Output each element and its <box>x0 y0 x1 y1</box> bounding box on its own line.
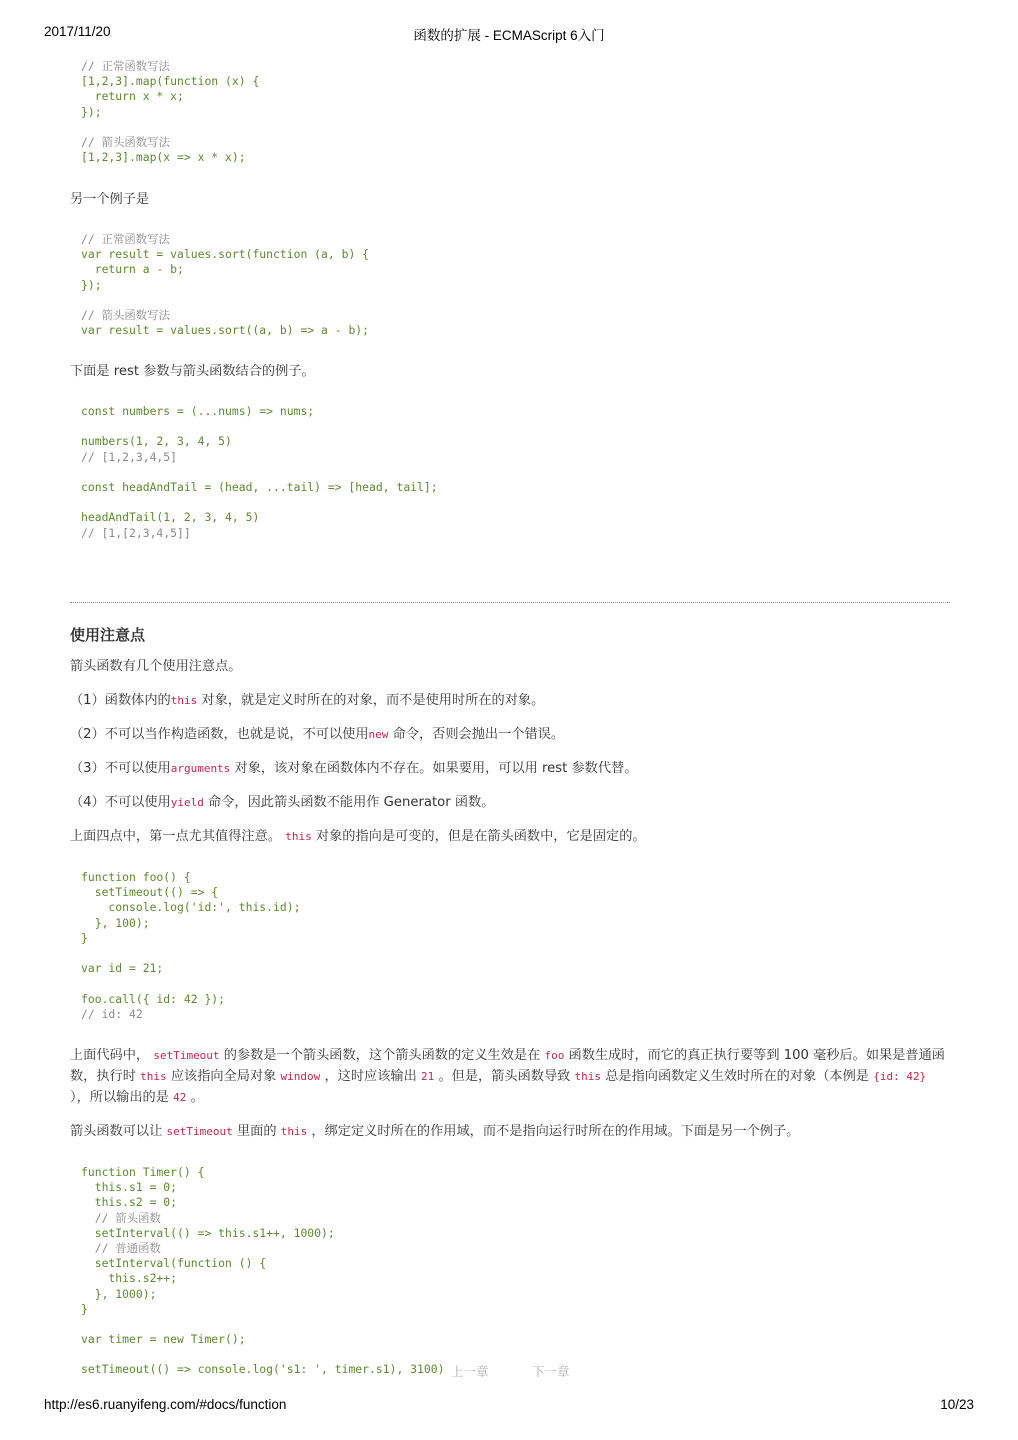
code-line: setInterval(() => this.s1++, 1000); <box>81 1225 335 1240</box>
code-line: this.s1 = 0; <box>81 1180 178 1195</box>
paragraph: （2）不可以当作构造函数，也就是说，不可以使用new 命令，否则会抛出一个错误。 <box>70 727 565 742</box>
paragraph: 箭头函数可以让 setTimeout 里面的 this ，绑定定义时所在的作用域，而不是指向运行时所在的作用域。下面是另一个例子。 <box>70 1124 800 1139</box>
section-divider <box>70 602 950 603</box>
code-line: headAndTail(1, 2, 3, 4, 5) <box>81 510 260 525</box>
code-line: foo.call({ id: 42 }); <box>81 991 226 1006</box>
code-line: // [1,[2,3,4,5]] <box>81 525 191 540</box>
code-line: } <box>81 1301 88 1316</box>
code-line: const numbers = (...nums) => nums; <box>81 404 315 418</box>
code-line: // 箭头函数写法 <box>81 307 170 322</box>
code-line: return a - b; <box>81 262 184 277</box>
code-line: }); <box>81 104 102 119</box>
code-line: this.s2 = 0; <box>81 1195 178 1210</box>
code-line: // id: 42 <box>81 1006 143 1021</box>
code-line <box>81 976 300 991</box>
code-line: // 箭头函数写法 <box>81 134 170 149</box>
code-line: function foo() { <box>81 870 191 884</box>
code-line <box>81 293 369 308</box>
code-line: }); <box>81 277 102 292</box>
code-line <box>81 419 438 434</box>
code-line: numbers(1, 2, 3, 4, 5) <box>81 434 232 449</box>
code-block <box>81 232 369 338</box>
paragraph: 箭头函数有几个使用注意点。 <box>70 659 242 674</box>
page-url: http://es6.ruanyifeng.com/#docs/function <box>44 1397 287 1412</box>
print-header <box>44 24 974 42</box>
section-heading: 使用注意点 <box>70 626 146 644</box>
code-line: const headAndTail = (head, ...tail) => [head, tail]; <box>81 479 438 494</box>
code-line: function Timer() { <box>81 1165 205 1179</box>
prev-chapter-link[interactable]: 上一章 <box>451 1364 489 1379</box>
code-line: setTimeout(() => console.log('s1: ', timer.s1), 3100) <box>81 1362 445 1377</box>
code-line <box>81 1347 444 1362</box>
code-line: }, 100); <box>81 915 150 930</box>
code-line <box>81 495 438 510</box>
code-line: // 箭头函数 <box>81 1210 161 1225</box>
paragraph: （3）不可以使用arguments 对象，该对象在函数体内不存在。如果要用，可以用 rest 参数代替。 <box>70 761 638 776</box>
code-line: var id = 21; <box>81 961 164 976</box>
code-line: // [1,2,3,4,5] <box>81 449 178 464</box>
code-line: this.s2++; <box>81 1271 178 1286</box>
code-block <box>81 1165 444 1378</box>
code-line: var timer = new Timer(); <box>81 1332 246 1347</box>
code-line: [1,2,3].map(function (x) { <box>81 74 260 89</box>
paragraph: 上面代码中， setTimeout 的参数是一个箭头函数，这个箭头函数的定义生效是在 foo 函数生成时，而它的真正执行要等到 100 毫秒后。如果是普通函数，执行时 this 应该指向全局对象 window ，这时应该输出 21 。但是，箭头函数导致 this 总是指向函数定义生效时所在的对象（本例是 {id: 42} ），所以输出的是 42 。 <box>70 1048 945 1105</box>
code-line <box>81 465 438 480</box>
paragraph: 上面四点中，第一点尤其值得注意。 this 对象的指向是可变的，但是在箭头函数中，它是固定的。 <box>70 829 646 844</box>
code-line: return x * x; <box>81 89 184 104</box>
code-line: setTimeout(() => { <box>81 885 219 900</box>
code-block <box>81 59 259 165</box>
code-line: } <box>81 930 88 945</box>
code-block <box>81 870 300 1022</box>
code-line <box>81 120 259 135</box>
print-footer <box>44 1397 974 1415</box>
next-chapter-link[interactable]: 下一章 <box>532 1364 570 1379</box>
page-number: 10/23 <box>940 1397 974 1412</box>
page-title: 函数的扩展 - ECMAScript 6入门 <box>413 28 605 43</box>
code-line: console.log('id:', this.id); <box>81 900 301 915</box>
code-line: setInterval(function () { <box>81 1256 267 1271</box>
code-line <box>81 946 300 961</box>
code-line: // 普通函数 <box>81 1240 161 1255</box>
code-line: // 正常函数写法 <box>81 232 170 246</box>
paragraph: （4）不可以使用yield 命令，因此箭头函数不能用作 Generator 函数。 <box>70 795 495 810</box>
code-line: // 正常函数写法 <box>81 59 170 73</box>
code-line: var result = values.sort(function (a, b) { <box>81 247 370 262</box>
code-line <box>81 1317 444 1332</box>
code-line: }, 1000); <box>81 1286 157 1301</box>
code-line: var result = values.sort((a, b) => a - b); <box>81 323 370 338</box>
paragraph: 另一个例子是 <box>70 192 150 207</box>
print-date: 2017/11/20 <box>44 24 111 39</box>
paragraph: （1）函数体内的this 对象，就是定义时所在的对象，而不是使用时所在的对象。 <box>70 693 545 708</box>
code-line: [1,2,3].map(x => x * x); <box>81 150 246 165</box>
code-block <box>81 404 438 541</box>
paragraph: 下面是 rest 参数与箭头函数结合的例子。 <box>70 364 315 379</box>
